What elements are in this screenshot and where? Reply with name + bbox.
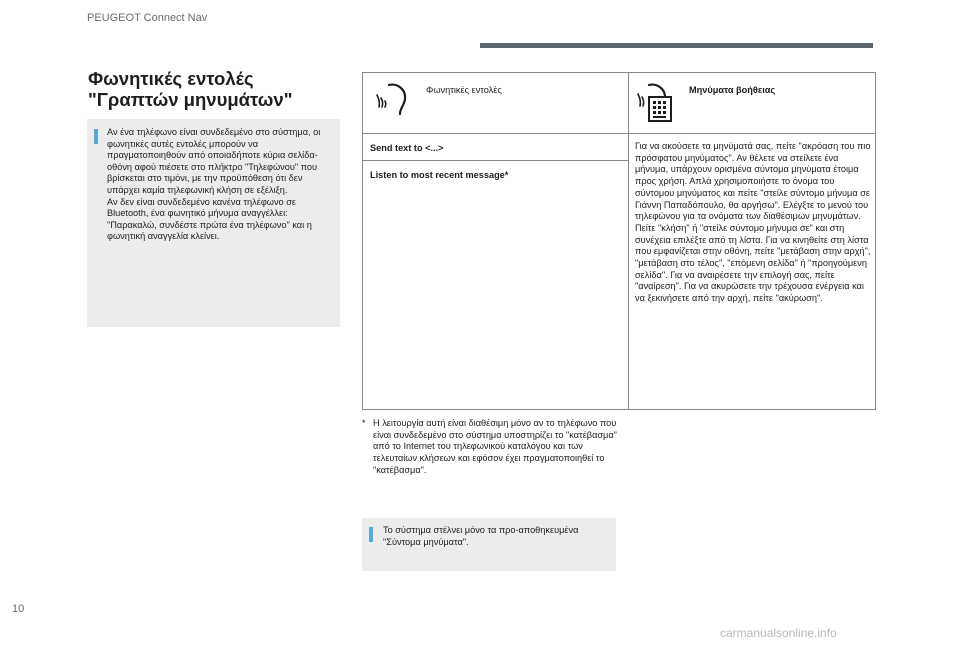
voice-commands-table	[362, 72, 876, 410]
document-header-label: PEUGEOT Connect Nav	[87, 12, 208, 24]
info-box	[87, 119, 340, 327]
page-number: 10	[12, 603, 25, 615]
command-send-text: Send text to <...>	[370, 143, 444, 153]
info-box-text: Αν ένα τηλέφωνο είναι συνδεδεμένο στο σύστημα, οι φωνητικές αυτές εντολές μπορούν να πραγματοποιηθούν από οποιαδήποτε κύρια σελίδα-οθόνη αφού πιέσετε στο πλήκτρο "Τηλεφώνου" που βρίσκεται στο τιμόνι, με την προϋπόθεση ότι δεν υπάρχει καμία τηλεφωνική κλήση σε εξέλιξη. Αν δεν είναι συνδεδεμένο κανένα τηλέφωνο σε Bluetooth, ένα φωνητικό μήνυμα αναγγέλλει: "Παρακαλώ, συνδέστε πρώτα ένα τηλέφωνο" και η φωνητική αναγγελία κλείνει.	[107, 127, 321, 242]
info-box-2	[362, 518, 616, 571]
help-messages-icon	[635, 81, 679, 123]
column-header-commands: Φωνητικές εντολές	[426, 85, 502, 95]
table-header-divider	[363, 133, 875, 134]
help-message-text: Για να ακούσετε τα μηνύματά σας, πείτε "ακρόαση του πιο πρόσφατου μηνύματος". Αν θέλετε να στείλετε ένα μήνυμα, υπάρχουν ορισμένα σύντομα μηνύματα έτοιμα προς χρήση. Απλά χρησιμοποιήστε το όνομα του σύντομου μηνύματος και πείτε "στείλε σύντομο μήνυμα σε Γιάννη Παπαδόπουλο, θα αργήσω". Ελέγξτε το μενού του τηλεφώνου για τα ονόματα των διαθέσιμων μηνυμάτων. Πείτε "κλήση" ή "στείλε σύντομο μήνυμα σε" και στη συνέχεια επιλέξτε από τη λίστα. Για να κινηθείτε στη λίστα που εμφανίζεται στην οθόνη, πείτε "μετάβαση στην αρχή", "μετάβαση στο τέλος", "επόμενη σελίδα" ή "προηγούμενη σελίδα". Για να αναιρέσετε την επιλογή σας, πείτε "αναίρεση". Για να ακυρώσετε την τρέχουσα ενέργεια και να ξεκινήσετε από την αρχή, πείτε "ακύρωση".	[635, 141, 871, 304]
watermark: carmanualsonline.info	[720, 626, 837, 640]
page-title: Φωνητικές εντολές "Γραπτών μηνυμάτων"	[88, 68, 293, 110]
footnote-marker: *	[362, 418, 366, 428]
table-row-divider	[363, 160, 628, 161]
voice-command-icon	[373, 81, 409, 121]
table-column-divider	[628, 73, 629, 409]
header-divider-bar	[480, 43, 873, 48]
footnote-text: Η λειτουργία αυτή είναι διαθέσιμη μόνο αν το τηλέφωνο που είναι συνδεδεμένο στο σύστημα υποστηρίζει το "κατέβασμα" από το Internet του τηλεφωνικού καταλόγου και των τελευταίων κλήσεων και εφόσον έχει πραγματοποιηθεί το "κατέβασμα".	[373, 418, 617, 475]
info-icon	[94, 129, 98, 144]
command-listen-recent: Listen to most recent message*	[370, 170, 509, 180]
column-header-help: Μηνύματα βοήθειας	[689, 85, 776, 95]
footnote	[362, 418, 618, 477]
info-box-2-text: Το σύστημα στέλνει μόνο τα προ-αποθηκευμένα "Σύντομα μηνύματα".	[383, 525, 579, 547]
info-icon	[369, 527, 373, 542]
